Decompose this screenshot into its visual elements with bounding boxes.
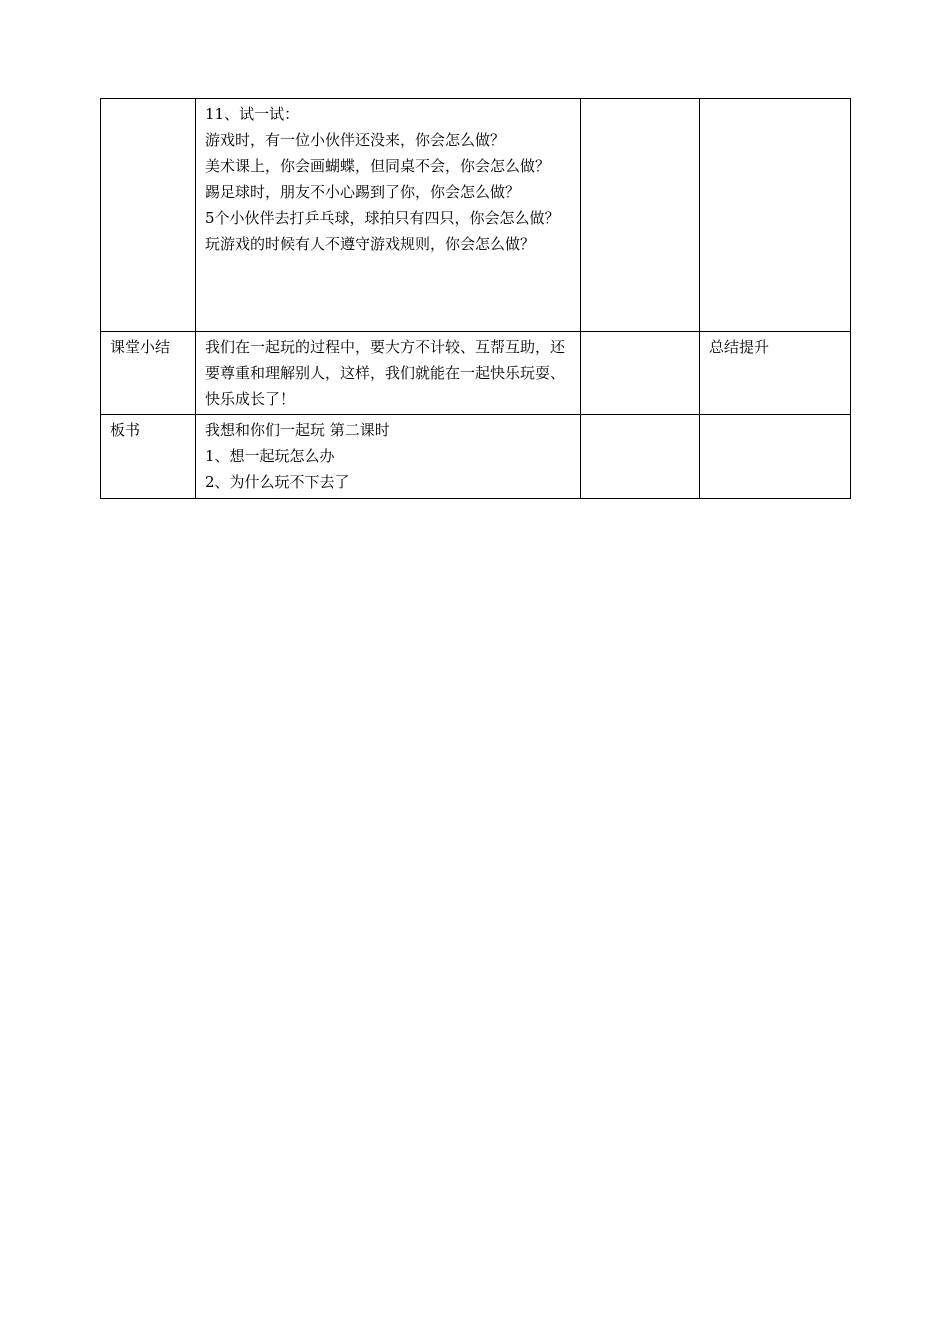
- row-col3-cell: [581, 99, 700, 332]
- table-row: [101, 415, 851, 499]
- row-col4-cell: [700, 99, 851, 332]
- row-col4-cell: 总结提升: [700, 332, 851, 415]
- content-line: 1、想一起玩怎么办: [205, 447, 335, 465]
- row-content-cell: [196, 332, 581, 415]
- row-col3-cell: [581, 332, 700, 415]
- lesson-plan-table: [100, 98, 851, 499]
- row-content-cell: [196, 99, 581, 332]
- row-label-cell: [101, 99, 196, 332]
- content-line: 玩游戏的时候有人不遵守游戏规则，你会怎么做？: [205, 235, 536, 253]
- content-line: 踢足球时，朋友不小心踢到了你，你会怎么做？: [205, 183, 521, 201]
- row-col3-cell: [581, 415, 700, 499]
- content-line: 5个小伙伴去打乒乓球，球拍只有四只，你会怎么做？: [205, 209, 560, 227]
- row-label-cell: 课堂小结: [101, 332, 196, 415]
- content-line: 2、为什么玩不下去了: [205, 473, 350, 491]
- content-line: 我们在一起玩的过程中，要大方不计较、互帮互助，还要尊重和理解别人，这样，我们就能在一起快乐玩耍、快乐成长了！: [205, 338, 566, 408]
- content-line: 游戏时，有一位小伙伴还没来，你会怎么做？: [205, 131, 506, 149]
- content-line: 11、试一试：: [205, 105, 300, 123]
- table-row: [101, 332, 851, 415]
- content-line: 美术课上，你会画蝴蝶，但同桌不会，你会怎么做？: [205, 157, 551, 175]
- row-content-cell: [196, 415, 581, 499]
- row-label-cell: 板书: [101, 415, 196, 499]
- table-row: [101, 99, 851, 332]
- content-line: 我想和你们一起玩 第二课时: [205, 421, 390, 439]
- row-col4-cell: [700, 415, 851, 499]
